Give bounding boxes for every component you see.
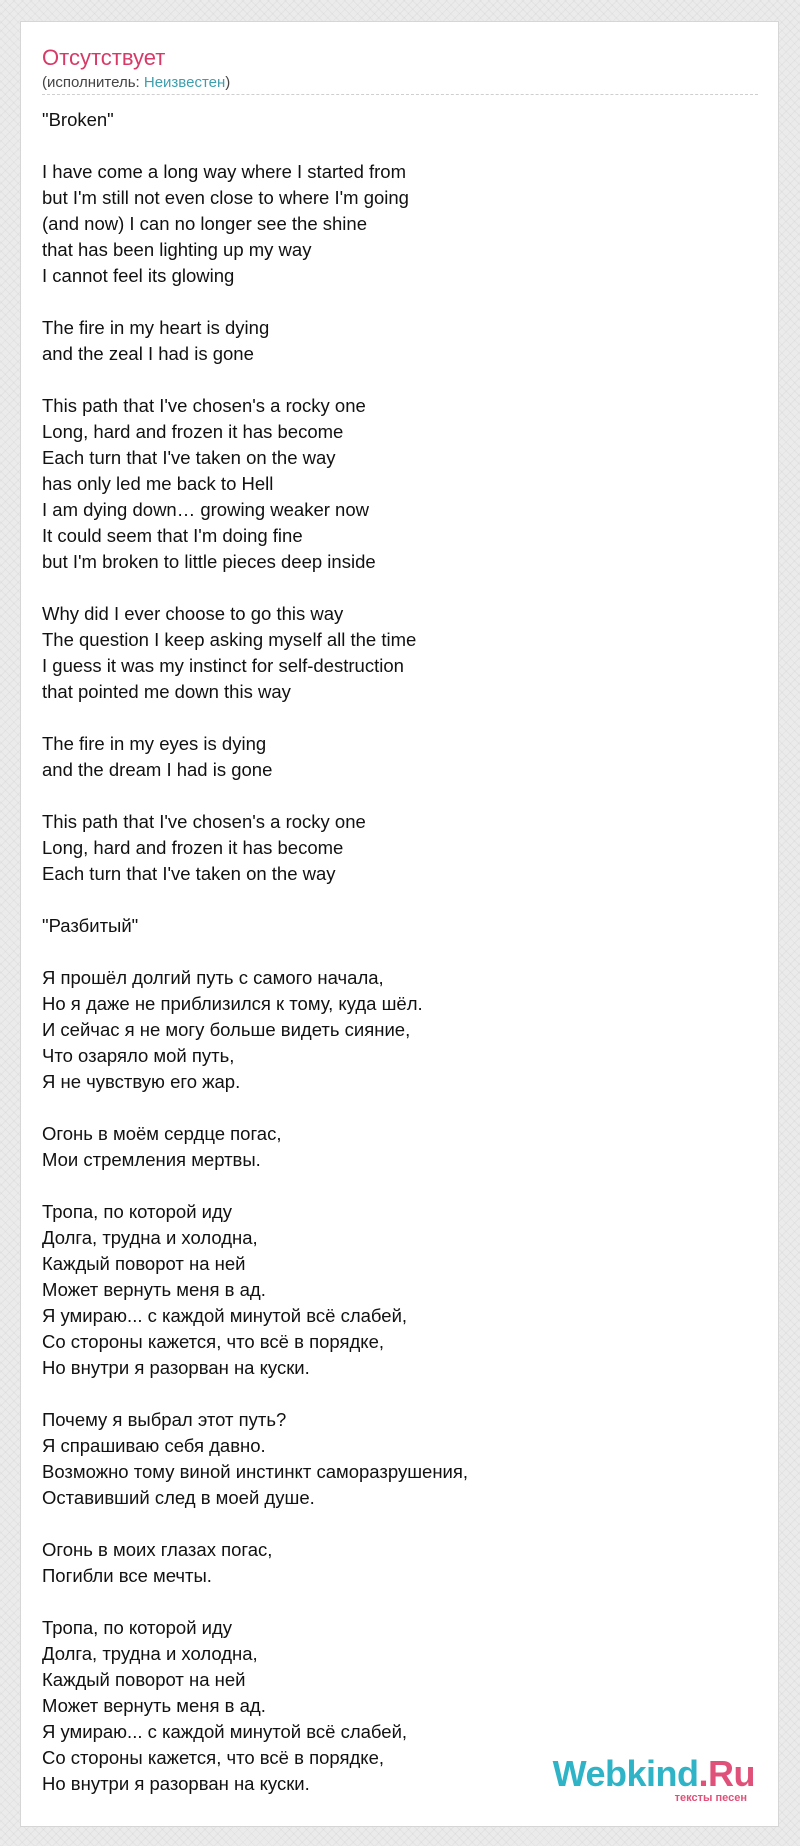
lyrics-blank-line — [42, 887, 758, 913]
lyrics-line: Long, hard and frozen it has become — [42, 421, 344, 442]
lyrics-line: Что озаряло мой путь, — [42, 1045, 235, 1066]
artist-line — [42, 74, 230, 92]
lyrics-line: Тропа, по которой иду — [42, 1617, 233, 1638]
lyrics-blank-line — [42, 1173, 758, 1199]
lyrics-line: Но я даже не приблизился к тому, куда шёл. — [42, 993, 423, 1014]
lyrics-line: Долга, трудна и холодна, — [42, 1643, 258, 1664]
lyrics-line: Each turn that I've taken on the way — [42, 863, 336, 884]
lyrics-line: I cannot feel its glowing — [42, 265, 235, 286]
logo-wordmark — [553, 1754, 755, 1794]
lyrics-line: that pointed me down this way — [42, 681, 291, 702]
lyrics-line: Я спрашиваю себя давно. — [42, 1435, 266, 1456]
lyrics-line: Погибли все мечты. — [42, 1565, 212, 1586]
lyrics-line: Тропа, по которой иду — [42, 1201, 233, 1222]
lyrics-line: Может вернуть меня в ад. — [42, 1695, 266, 1716]
artist-suffix: ) — [225, 74, 231, 91]
lyrics-blank-line — [42, 705, 758, 731]
lyrics-line: Я прошёл долгий путь с самого начала, — [42, 967, 384, 988]
lyrics-blank-line — [42, 1095, 758, 1121]
song-title: Отсутствует — [42, 45, 166, 70]
lyrics-line: Я не чувствую его жар. — [42, 1071, 241, 1092]
lyrics-line: The fire in my heart is dying — [42, 317, 270, 338]
lyrics-line: Но внутри я разорван на куски. — [42, 1773, 310, 1794]
lyrics-line: Каждый поворот на ней — [42, 1253, 246, 1274]
header-divider — [42, 94, 758, 95]
lyrics-blank-line — [42, 783, 758, 809]
lyrics-line: Мои стремления мертвы. — [42, 1149, 261, 1170]
lyrics-line: Со стороны кажется, что всё в порядке, — [42, 1331, 385, 1352]
lyrics-card — [20, 21, 779, 1827]
lyrics-line: I guess it was my instinct for self-destruction — [42, 655, 404, 676]
lyrics-line: Возможно тому виной инстинкт саморазрушения, — [42, 1461, 469, 1482]
lyrics-line: Но внутри я разорван на куски. — [42, 1357, 310, 1378]
logo-tagline: тексты песен — [674, 1792, 747, 1804]
webkind-logo[interactable] — [552, 1753, 755, 1806]
lyrics-line: "Разбитый" — [42, 915, 139, 936]
lyrics-line: The fire in my eyes is dying — [42, 733, 267, 754]
lyrics-line: Long, hard and frozen it has become — [42, 837, 344, 858]
lyrics-line: Each turn that I've taken on the way — [42, 447, 336, 468]
lyrics-line: Why did I ever choose to go this way — [42, 603, 344, 624]
lyrics-blank-line — [42, 133, 758, 159]
lyrics-line: that has been lighting up my way — [42, 239, 312, 260]
lyrics-blank-line — [42, 1381, 758, 1407]
logo-name: Webkind — [552, 1753, 699, 1794]
artist-prefix: (исполнитель: — [42, 74, 144, 91]
lyrics-line: И сейчас я не могу больше видеть сияние, — [42, 1019, 411, 1040]
lyrics-text — [42, 107, 758, 1797]
lyrics-blank-line — [42, 575, 758, 601]
lyrics-line: Почему я выбрал этот путь? — [42, 1409, 287, 1430]
lyrics-blank-line — [42, 939, 758, 965]
artist-link[interactable]: Неизвестен — [143, 74, 226, 91]
lyrics-line: Может вернуть меня в ад. — [42, 1279, 266, 1300]
lyrics-line: It could seem that I'm doing fine — [42, 525, 303, 546]
lyrics-line: Каждый поворот на ней — [42, 1669, 246, 1690]
lyrics-line: I have come a long way where I started from — [42, 161, 407, 182]
lyrics-line: This path that I've chosen's a rocky one — [42, 811, 366, 832]
lyrics-line: I am dying down… growing weaker now — [42, 499, 369, 520]
lyrics-line: Я умираю... с каждой минутой всё слабей, — [42, 1721, 408, 1742]
lyrics-line: The question I keep asking myself all the time — [42, 629, 417, 650]
lyrics-line: Огонь в моём сердце погас, — [42, 1123, 282, 1144]
lyrics-blank-line — [42, 289, 758, 315]
logo-tld: .Ru — [698, 1753, 755, 1794]
lyrics-blank-line — [42, 1511, 758, 1537]
lyrics-line: but I'm broken to little pieces deep inside — [42, 551, 376, 572]
lyrics-line: and the dream I had is gone — [42, 759, 273, 780]
lyrics-line: "Broken" — [42, 109, 114, 130]
lyrics-line: This path that I've chosen's a rocky one — [42, 395, 366, 416]
lyrics-line: but I'm still not even close to where I'm going — [42, 187, 409, 208]
lyrics-line: Со стороны кажется, что всё в порядке, — [42, 1747, 385, 1768]
lyrics-line: (and now) I can no longer see the shine — [42, 213, 367, 234]
lyrics-line: and the zeal I had is gone — [42, 343, 254, 364]
lyrics-line: Долга, трудна и холодна, — [42, 1227, 258, 1248]
lyrics-line: Оставивший след в моей душе. — [42, 1487, 315, 1508]
lyrics-line: Огонь в моих глазах погас, — [42, 1539, 273, 1560]
lyrics-line: has only led me back to Hell — [42, 473, 274, 494]
lyrics-line: Я умираю... с каждой минутой всё слабей, — [42, 1305, 408, 1326]
lyrics-blank-line — [42, 1589, 758, 1615]
lyrics-blank-line — [42, 367, 758, 393]
